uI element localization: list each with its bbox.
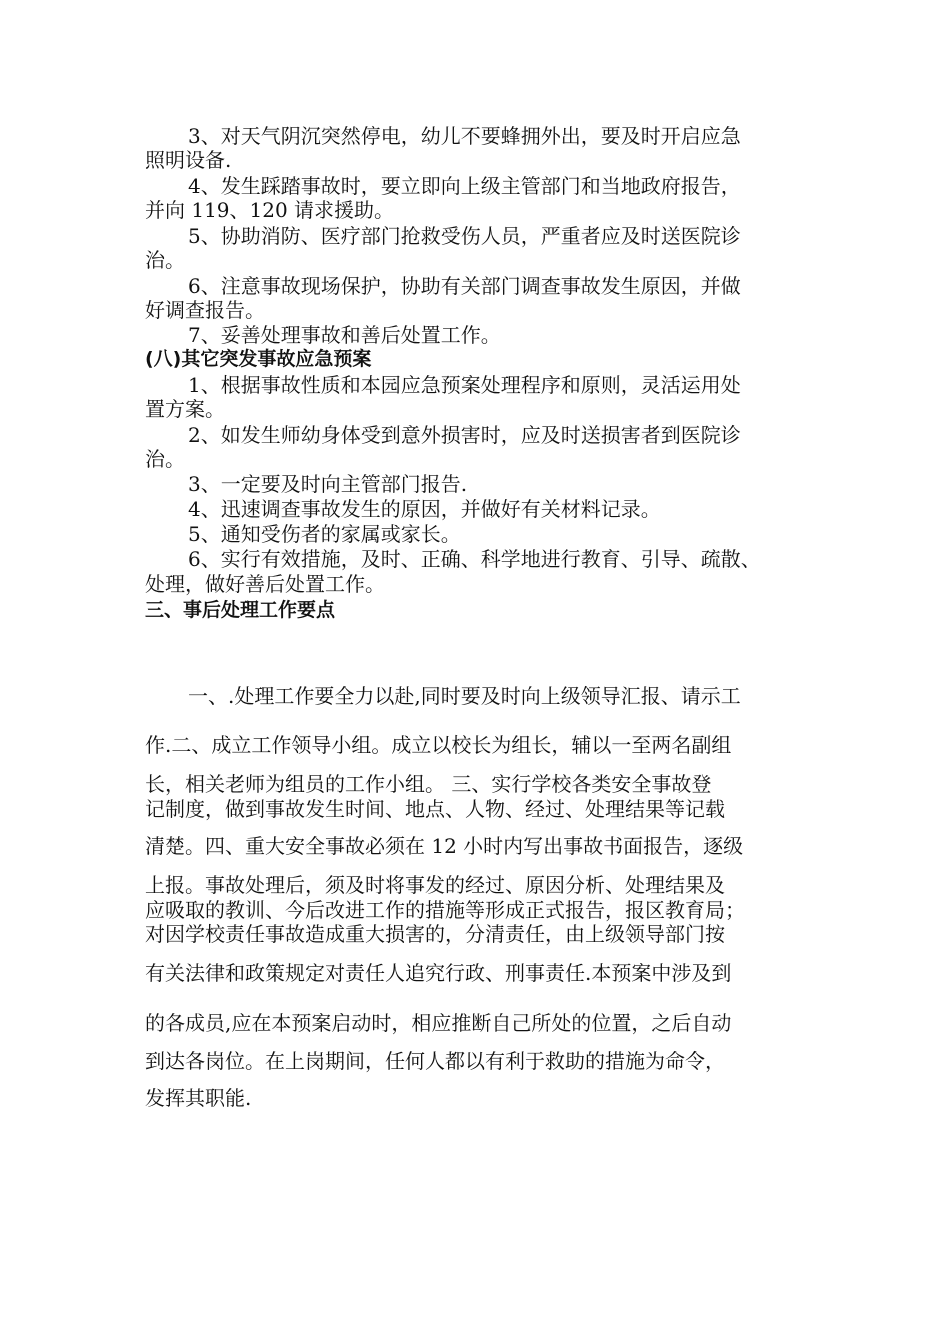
text-line: 处理，做好善后处置工作。 <box>145 572 385 596</box>
text-line: 照明设备. <box>145 148 232 172</box>
text-line: 一、.处理工作要全力以赴,同时要及时向上级领导汇报、请示工 <box>188 684 741 708</box>
text-line: 有关法律和政策规定对责任人追究行政、刑事责任.本预案中涉及到 <box>145 961 732 985</box>
text-line: 5、协助消防、医疗部门抢救受伤人员，严重者应及时送医院诊 <box>188 224 741 248</box>
text-line: 4、发生踩踏事故时，要立即向上级主管部门和当地政府报告， <box>188 174 741 198</box>
text-line: 治。 <box>145 447 185 471</box>
text-line: 1、根据事故性质和本园应急预案处理程序和原则，灵活运用处 <box>188 373 741 397</box>
text-line: 上报。事故处理后，须及时将事发的经过、原因分析、处理结果及 <box>145 873 725 897</box>
text-line: 6、注意事故现场保护，协助有关部门调查事故发生原因，并做 <box>188 274 741 298</box>
text-line: 7、妥善处理事故和善后处置工作。 <box>188 323 501 347</box>
text-line: 治。 <box>145 248 185 272</box>
text-line: 到达各岗位。在上岗期间，任何人都以有利于救助的措施为命令， <box>145 1049 725 1073</box>
text-line: 记制度，做到事故发生时间、地点、人物、经过、处理结果等记载 <box>145 797 725 821</box>
text-line: 的各成员,应在本预案启动时，相应推断自己所处的位置，之后自动 <box>145 1011 732 1035</box>
text-line: 对因学校责任事故造成重大损害的，分清责任，由上级领导部门按 <box>145 922 725 946</box>
text-line: 5、通知受伤者的家属或家长。 <box>188 522 461 546</box>
text-line: 并向 119、120 请求援助。 <box>145 198 395 222</box>
text-line: 2、如发生师幼身体受到意外损害时，应及时送损害者到医院诊 <box>188 423 741 447</box>
text-line: 清楚。四、重大安全事故必须在 12 小时内写出事故书面报告，逐级 <box>145 834 744 858</box>
text-line: 作.二、成立工作领导小组。成立以校长为组长，辅以一至两名副组 <box>145 733 732 757</box>
section-heading: (八)其它突发事故应急预案 <box>145 348 372 370</box>
text-line: 3、对天气阴沉突然停电，幼儿不要蜂拥外出，要及时开启应急 <box>188 124 741 148</box>
text-line: 应吸取的教训、今后改进工作的措施等形成正式报告，报区教育局； <box>145 898 745 922</box>
section-heading: 三、事后处理工作要点 <box>145 599 336 621</box>
text-line: 发挥其职能. <box>145 1086 252 1110</box>
text-line: 6、实行有效措施，及时、正确、科学地进行教育、引导、疏散、 <box>188 547 761 571</box>
text-line: 4、迅速调查事故发生的原因，并做好有关材料记录。 <box>188 497 661 521</box>
text-line: 3、一定要及时向主管部门报告. <box>188 472 468 496</box>
text-line: 好调查报告。 <box>145 298 265 322</box>
text-line: 长，相关老师为组员的工作小组。 三、实行学校各类安全事故登 <box>145 772 712 796</box>
text-line: 置方案。 <box>145 397 225 421</box>
